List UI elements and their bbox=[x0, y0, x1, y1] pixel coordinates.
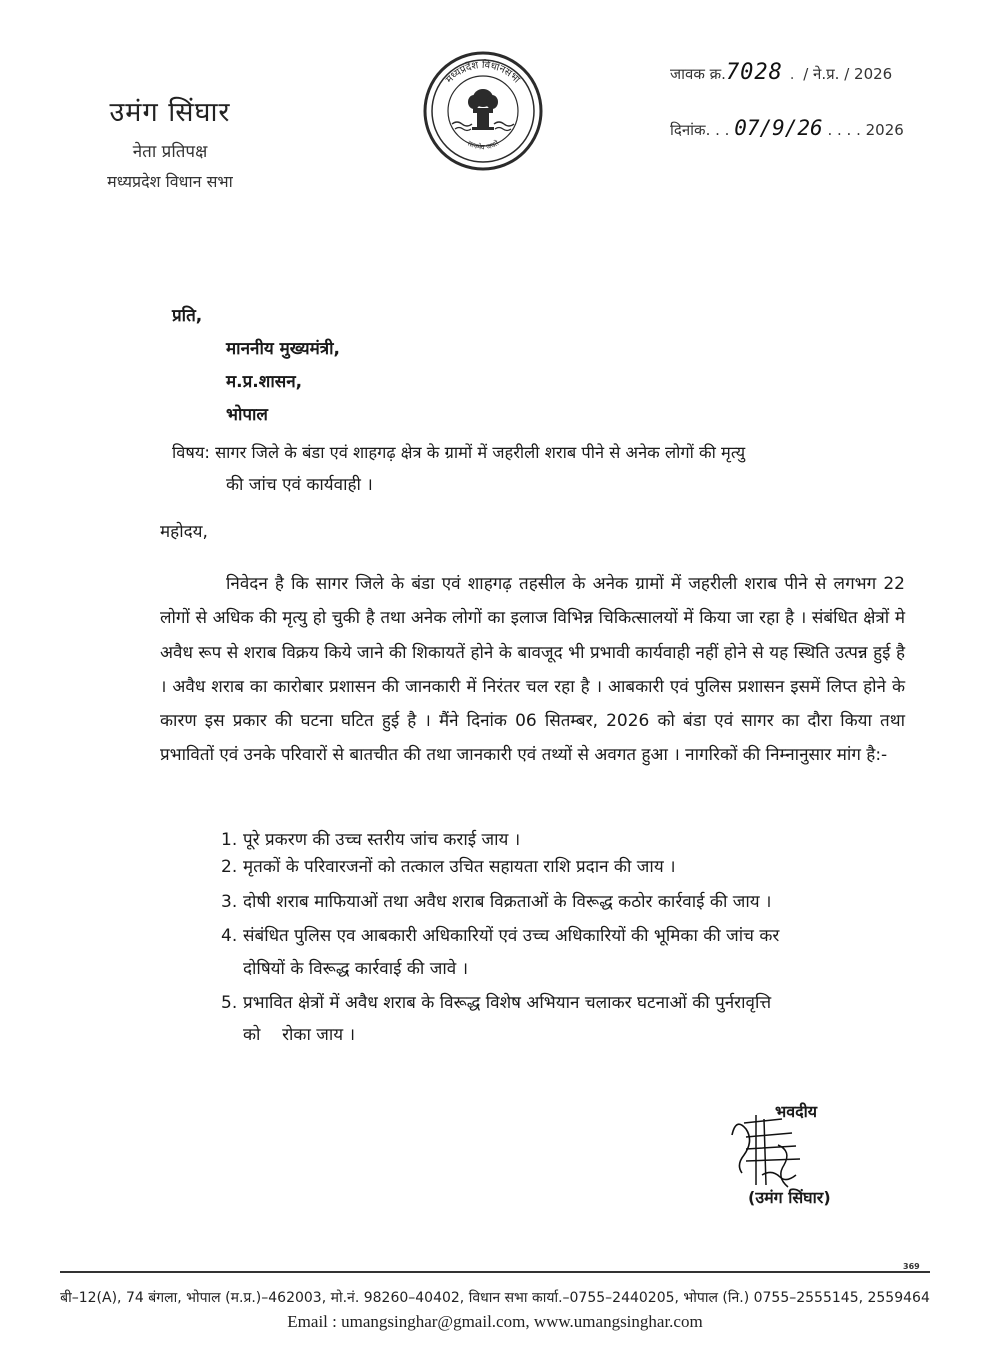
footer-address: बी–12(A), 74 बंगला, भोपाल (म.प्र.)–462003, मो.नं. 98260–40402, विधान सभा कार्या.–0755–2440205, भोपाल (नि.) 0755–2555145, 2559464 bbox=[60, 1290, 930, 1306]
sender-block bbox=[70, 92, 270, 192]
sender-post: नेता प्रतिपक्ष bbox=[132, 142, 208, 162]
subject-line1: विषय: सागर जिले के बंडा एवं शाहगढ़ क्षेत्र के ग्रामों में जहरीली शराब पीने से अनेक लोगों की मृत्यु bbox=[172, 443, 746, 462]
date-line: दिनांक. . . 07/9/26 . . . . 2026 bbox=[670, 116, 904, 140]
reference-line: जावक क्र.7028 . / ने.प्र. / 2026 bbox=[670, 60, 893, 85]
salutation: महोदय, bbox=[160, 522, 208, 542]
demand-item-4-cont: दोषियों के विरूद्ध कार्रवाई की जावे । bbox=[243, 959, 469, 979]
signature-name: (उमंग सिंघार) bbox=[748, 1188, 831, 1207]
footer-email: Email : umangsinghar@gmail.com, www.umangsinghar.com bbox=[287, 1312, 703, 1331]
emblem-motto: सत्यमेव जयते bbox=[465, 139, 501, 152]
date-year: 2026 bbox=[865, 121, 904, 139]
demand-item-1: 1. पूरे प्रकरण की उच्च स्तरीय जांच कराई जाय । bbox=[221, 830, 521, 850]
body-text: निवेदन है कि सागर जिले के बंडा एवं शाहगढ़ तहसील के अनेक ग्रामों में जहरीली शराब पीने से लगभग 22 लोगों से अधिक की मृत्यु हो चुकी है तथा अनेक लोगों का इलाज विभिन्न चिकित्सालयों में किया जा रहा है । संबंधित क्षेत्रों मे अवैध रूप से शराब विक्रय किये जाने की शिकायतें होने के बावजूद भी प्रभावी कार्यवाही नहीं होने से यह स्थिति उत्पन्न हुई है । अवैध शराब का कारोबार प्रशासन की जानकारी में निरंतर चल रहा है । आबकारी एवं पुलिस प्रशासन इसमें लिप्त होने के कारण इस प्रकार की घटना घटित हुई है । मैंने दिनांक 06 सितम्बर, 2026 को बंडा एवं सागर का दौरा किया तथा प्रभावितों एवं उनके परिवारों से बातचीत की तथा जानकारी एवं तथ्यों से अवगत हुआ । नागरिकों की निम्नानुसार मांग है:- bbox=[160, 574, 906, 766]
emblem-ring-text: मध्यप्रदेश विधानसभा bbox=[444, 59, 522, 86]
demand-item-3: 3. दोषी शराब माफियाओं तथा अवैध शराब विक्रताओं के विरूद्ध कठोर कार्रवाई की जाय । bbox=[221, 892, 772, 912]
recipient-prati: प्रति, bbox=[172, 306, 203, 326]
demand-item-5-cont: को रोका जाय । bbox=[243, 1025, 356, 1045]
body-paragraph bbox=[160, 567, 905, 773]
date-value: 07/9/26 bbox=[734, 116, 823, 140]
recipient-line3: भोपाल bbox=[226, 405, 268, 425]
demand-item-4: 4. संबंधित पुलिस एव आबकारी अधिकारियों एवं उच्च अधिकारियों की भूमिका की जांच कर bbox=[221, 926, 780, 946]
assembly-emblem-icon bbox=[422, 50, 544, 172]
date-label: दिनांक. bbox=[670, 121, 711, 139]
signature-closing: भवदीय bbox=[775, 1102, 818, 1121]
recipient-line1: माननीय मुख्यमंत्री, bbox=[226, 339, 341, 359]
reference-number: 7028 bbox=[725, 60, 783, 85]
sender-name: उमंग सिंघार bbox=[109, 97, 231, 128]
sender-house: मध्यप्रदेश विधान सभा bbox=[107, 172, 233, 191]
demand-item-2: 2. मृतकों के परिवारजनों को तत्काल उचित सहायता राशि प्रदान की जाय । bbox=[221, 857, 676, 877]
footer-page-number: 369 bbox=[903, 1262, 920, 1271]
reference-suffix: / ने.प्र. / 2026 bbox=[803, 65, 893, 83]
recipient-line2: म.प्र.शासन, bbox=[226, 372, 303, 392]
footer-divider bbox=[60, 1271, 930, 1273]
reference-label: जावक क्र. bbox=[670, 65, 726, 83]
subject-line2: की जांच एवं कार्यवाही । bbox=[226, 475, 373, 495]
demand-item-5: 5. प्रभावित क्षेत्रों में अवैध शराब के विरूद्ध विशेष अभियान चलाकर घटनाओं की पुर्नरावृत्ति bbox=[221, 993, 772, 1013]
